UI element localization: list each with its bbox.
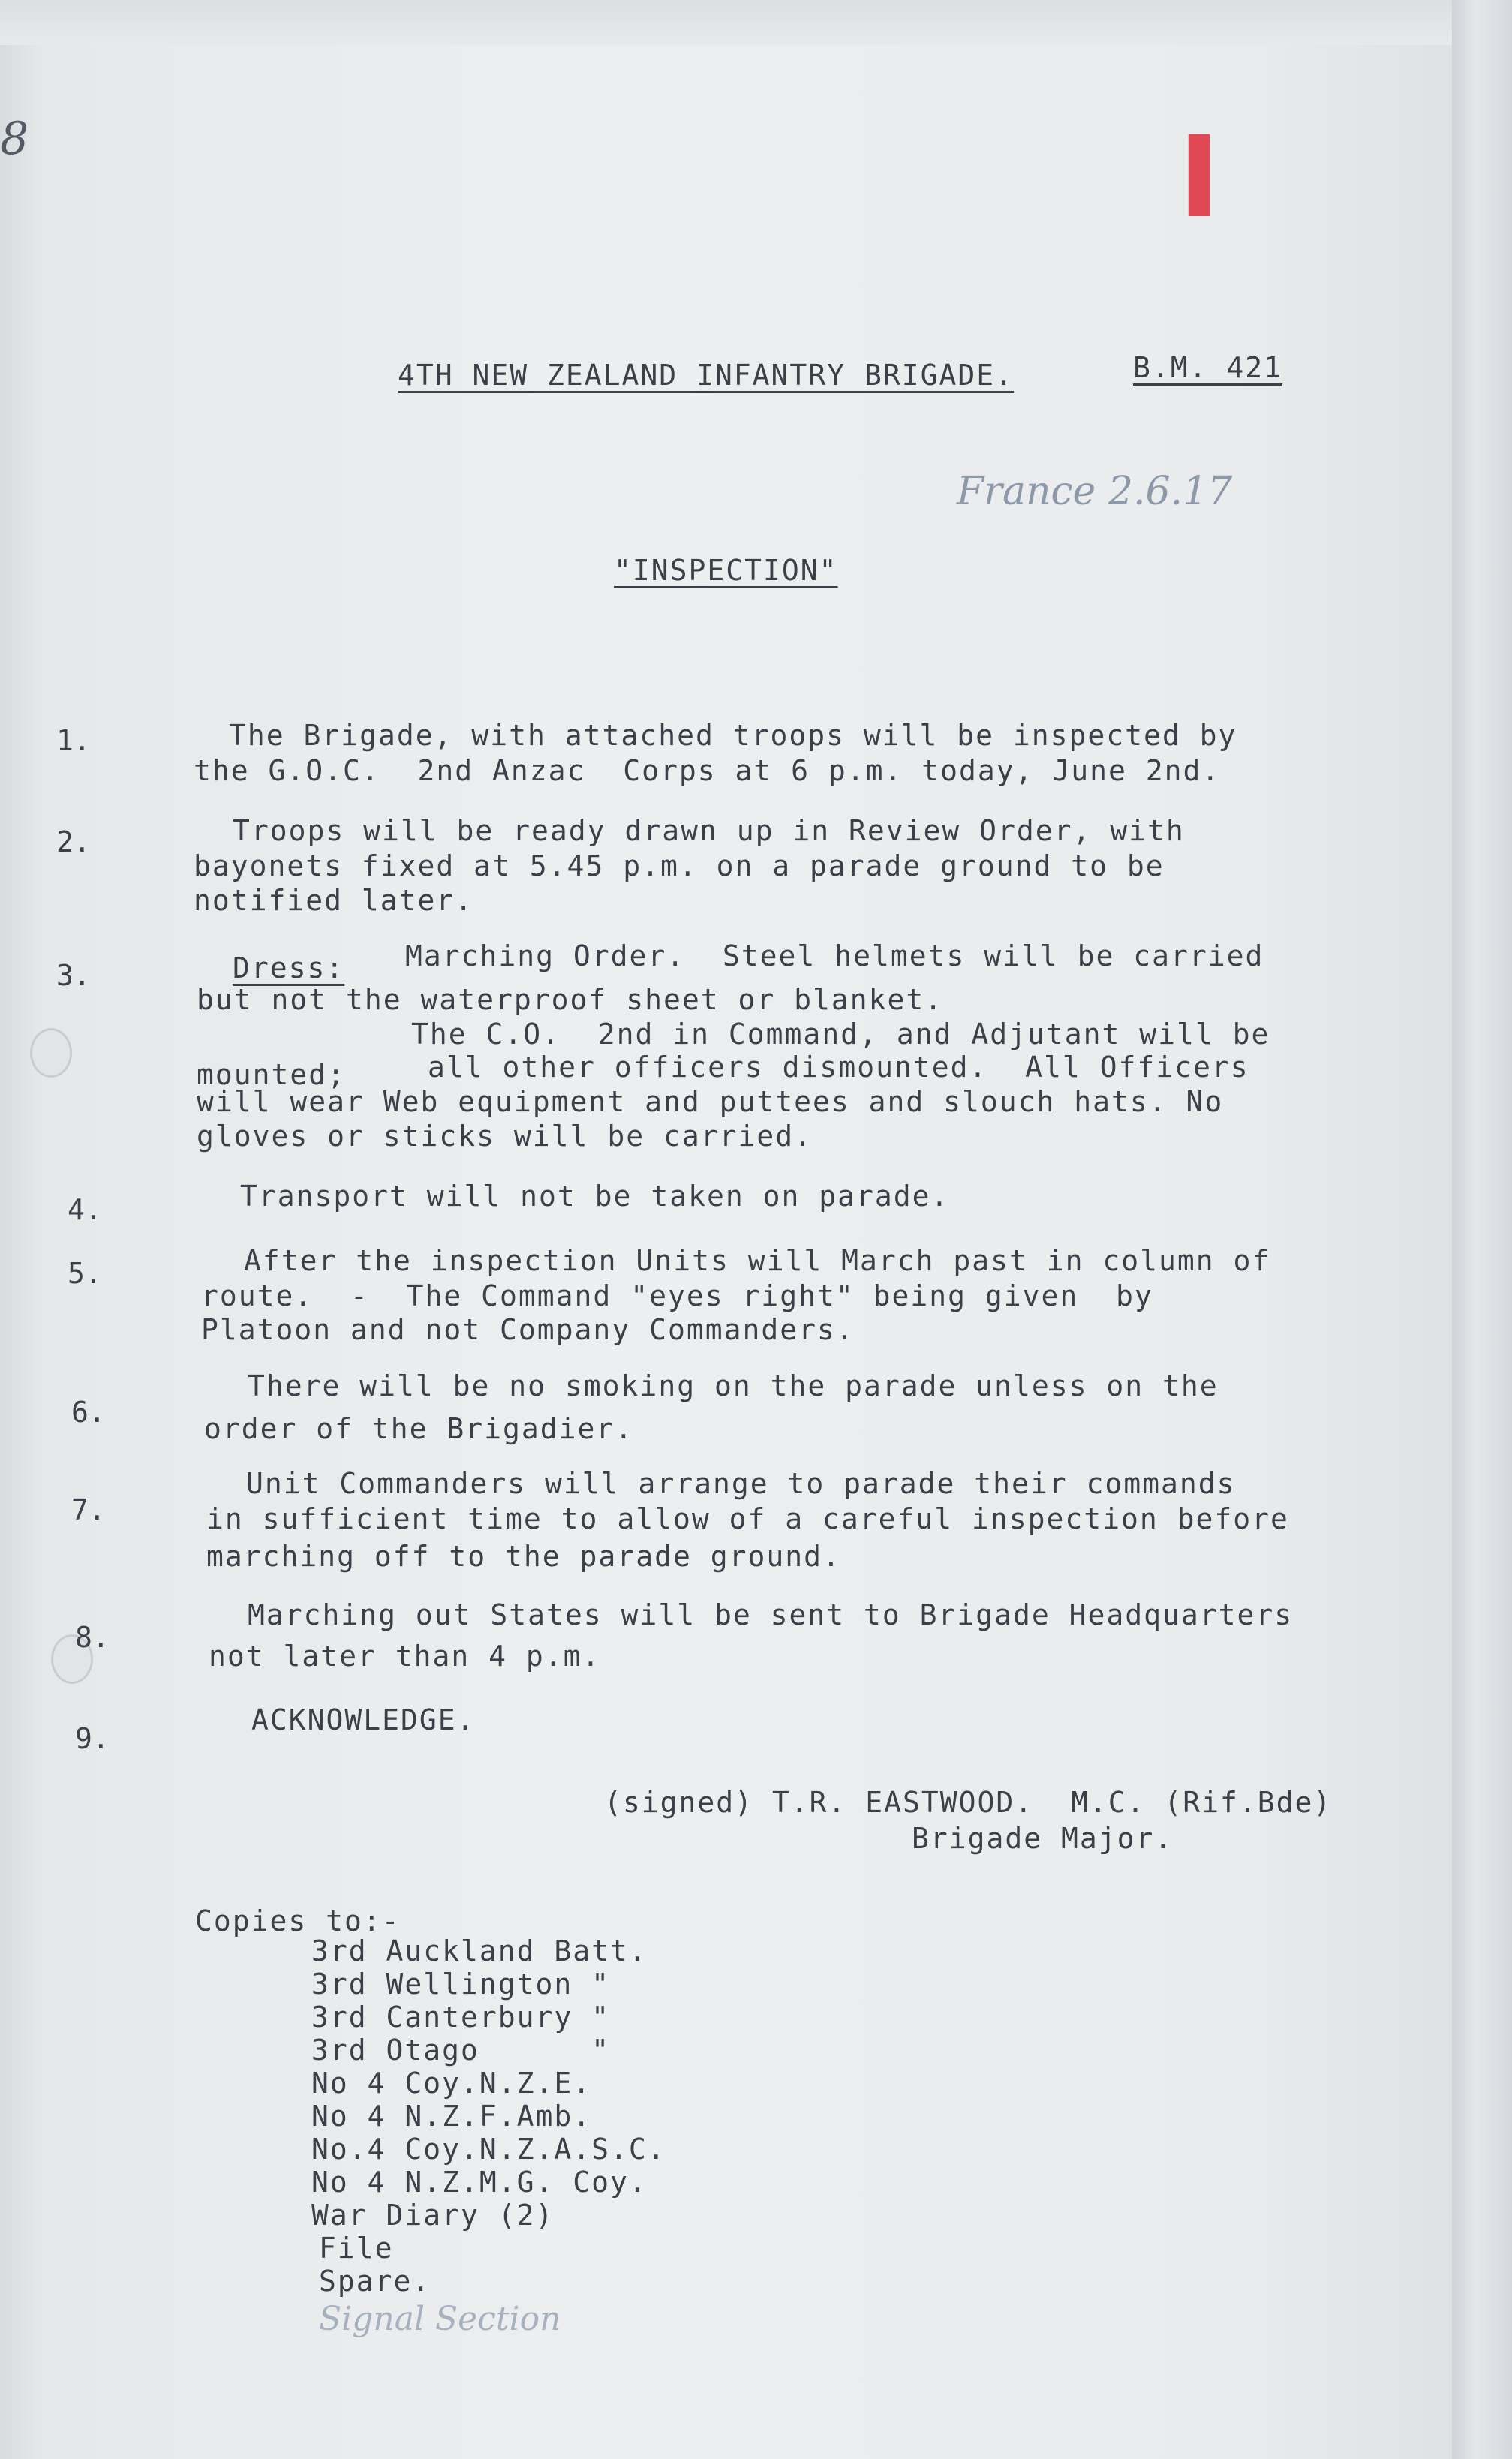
paragraph-line: all other officers dismounted. All Officers xyxy=(428,1051,1249,1084)
paragraph-line: gloves or sticks will be carried. xyxy=(197,1120,813,1153)
paragraph-line: Platoon and not Company Commanders. xyxy=(201,1313,855,1346)
handwritten-addition: Signal Section xyxy=(319,2300,561,2338)
paragraph-line: ACKNOWLEDGE. xyxy=(251,1703,476,1736)
handwritten-date: France 2.6.17 xyxy=(957,469,1233,514)
copies-item: No 4 N.Z.F.Amb. xyxy=(311,2100,592,2133)
copies-item: No.4 Coy.N.Z.A.S.C. xyxy=(311,2133,666,2166)
paragraph-line: After the inspection Units will March past in column of xyxy=(244,1244,1271,1277)
copies-heading: Copies to:- xyxy=(195,1904,401,1937)
paragraph-line: route. - The Command "eyes right" being given by xyxy=(201,1279,1153,1312)
paragraph-line: There will be no smoking on the parade unless on the xyxy=(248,1369,1219,1402)
copies-item: No 4 N.Z.M.G. Coy. xyxy=(311,2166,648,2199)
copies-item: No 4 Coy.N.Z.E. xyxy=(311,2067,592,2100)
paragraph-line: Unit Commanders will arrange to parade their commands xyxy=(246,1467,1236,1500)
paragraph-line: Marching Order. Steel helmets will be carried xyxy=(405,939,1264,972)
copies-item: Spare. xyxy=(319,2265,431,2298)
dress-label: Dress: xyxy=(233,951,345,985)
top-fold xyxy=(0,0,1452,45)
reference-number: B.M. 421 xyxy=(1133,351,1283,384)
paragraph-line: in sufficient time to allow of a careful inspection before xyxy=(206,1502,1289,1535)
copies-item: 3rd Otago " xyxy=(311,2034,611,2067)
paragraph-line: Transport will not be taken on parade. xyxy=(240,1180,950,1213)
paragraph-number: 5. xyxy=(68,1257,102,1290)
paragraph-line: Marching out States will be sent to Brigade Headquarters xyxy=(248,1598,1294,1631)
paragraph-line: The Brigade, with attached troops will be inspected by xyxy=(229,719,1237,752)
paragraph-number: 9. xyxy=(75,1722,110,1755)
copies-item: 3rd Auckland Batt. xyxy=(311,1934,648,1968)
paragraph-number: 4. xyxy=(68,1193,102,1226)
paragraph-line: Troops will be ready drawn up in Review Order, with xyxy=(233,814,1185,847)
paragraph-line: notified later. xyxy=(194,884,474,917)
punch-hole-upper xyxy=(30,1028,72,1078)
copies-item: 3rd Canterbury " xyxy=(311,2001,611,2034)
signature-title: Brigade Major. xyxy=(912,1822,1174,1855)
paragraph-number: 6. xyxy=(71,1396,106,1429)
brigade-heading: 4TH NEW ZEALAND INFANTRY BRIGADE. xyxy=(398,359,1014,392)
paragraph-line: order of the Brigadier. xyxy=(204,1412,634,1445)
document-title: "INSPECTION" xyxy=(614,554,838,587)
paragraph-line: the G.O.C. 2nd Anzac Corps at 6 p.m. today, June 2nd. xyxy=(194,754,1221,787)
red-mark: I xyxy=(1178,113,1220,243)
signature-line: (signed) T.R. EASTWOOD. M.C. (Rif.Bde) xyxy=(604,1786,1333,1819)
paragraph-line: bayonets fixed at 5.45 p.m. on a parade ground to be xyxy=(194,849,1165,882)
paragraph-line: but not the waterproof sheet or blanket. xyxy=(197,983,944,1016)
copies-item: File xyxy=(319,2232,394,2265)
paragraph-number: 7. xyxy=(71,1493,106,1526)
paragraph-number: 2. xyxy=(56,825,91,858)
copies-item: 3rd Wellington " xyxy=(311,1968,611,2001)
corner-mark: 8 xyxy=(0,113,29,165)
copies-item: War Diary (2) xyxy=(311,2199,555,2232)
paragraph-line: mounted; xyxy=(197,1058,347,1091)
paragraph-line: not later than 4 p.m. xyxy=(209,1640,601,1673)
paragraph-number: 1. xyxy=(56,724,91,757)
page-stack-edge xyxy=(1452,0,1512,2459)
paragraph-line: marching off to the parade ground. xyxy=(206,1540,841,1573)
paragraph-number: 8. xyxy=(75,1621,110,1654)
paragraph-line: The C.O. 2nd in Command, and Adjutant will be xyxy=(411,1018,1270,1051)
paragraph-line: will wear Web equipment and puttees and slouch hats. No xyxy=(197,1085,1224,1118)
paragraph-number: 3. xyxy=(56,959,91,992)
